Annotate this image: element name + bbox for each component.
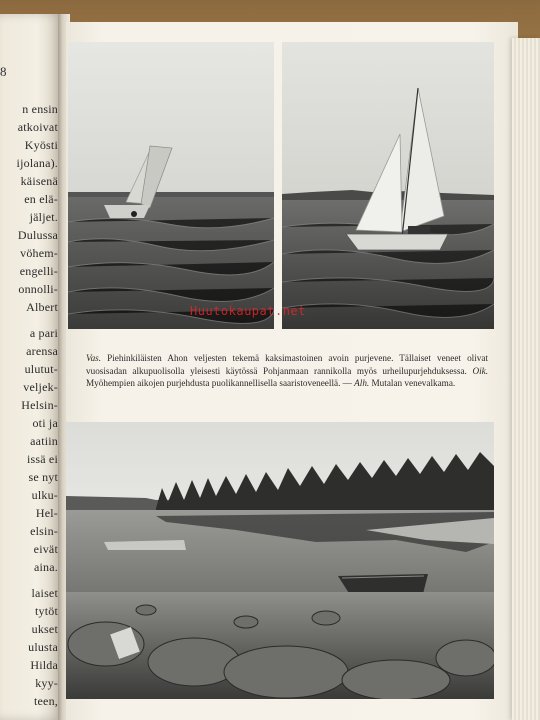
page-edges — [512, 38, 540, 720]
left-page-line: onnolli- — [18, 282, 58, 296]
watermark: Huutokaupat.net — [190, 304, 306, 318]
left-page-line: ijolana). — [16, 156, 58, 170]
caption-label-bottom: Alh. — [354, 378, 370, 389]
left-page-line: aina. — [34, 560, 58, 574]
left-page-line: veljek- — [23, 380, 58, 394]
left-page-line: ulku- — [31, 488, 58, 502]
left-page-line: tytöt — [34, 604, 58, 618]
half-deck-sailboat-photo — [282, 42, 494, 329]
left-page-line: en elä- — [24, 192, 58, 206]
left-page-line: Hel- — [35, 506, 58, 520]
left-page-line: n ensin — [22, 102, 58, 116]
left-page-line: engelli- — [19, 264, 58, 278]
left-page-line: elsin- — [30, 524, 58, 538]
caption-label-left: Vas. — [86, 353, 102, 363]
left-page-line: issä ei — [26, 452, 58, 466]
open-sailboat-photo — [68, 42, 274, 329]
caption-label-right: Oik. — [472, 365, 489, 376]
left-page-line: aatiin — [30, 434, 58, 448]
left-page-line: se nyt — [28, 470, 58, 484]
left-page-line: vöhem- — [20, 246, 58, 260]
left-page-line: Helsin- — [21, 398, 58, 412]
left-page-line: arensa — [26, 344, 58, 358]
photo-caption — [86, 352, 488, 390]
left-page-line: kyy- — [35, 676, 58, 690]
left-page-line: ukset — [31, 622, 58, 636]
left-page-line: Kyösti — [24, 138, 58, 152]
left-page-line: oti ja — [32, 416, 58, 430]
left-page-line: Albert — [26, 300, 58, 314]
left-page-line: eivät — [33, 542, 58, 556]
left-page-line: laiset — [31, 586, 58, 600]
left-page-line: Hilda — [30, 658, 58, 672]
left-page-line: ulusta — [28, 640, 58, 654]
left-page-line: ulutut- — [24, 362, 58, 376]
caption-text-left: Piehinkiläisten Ahon veljesten tekemä kaksimastoinen avoin purjevene. Tällaiset veneet olivat vuosisadan alkupuolisolla yleisesti käytössä Pohjanmaan rannikolla myös urheilupurjehduksessa. — [86, 353, 488, 376]
left-page-line: a pari — [29, 326, 58, 340]
left-page-line: atkoivat — [17, 120, 58, 134]
caption-text-right: Myöhempien aikojen purjehdusta puolikannellisella saaristoveneellä. — — [86, 378, 352, 389]
left-page-line: Dulussa — [17, 228, 58, 242]
page-number: 8 — [0, 64, 7, 79]
caption-text-bottom: Mutalan venevalkama. — [371, 378, 456, 389]
left-page — [0, 14, 62, 720]
boat-harbour-photo — [66, 422, 494, 699]
left-page-line: käisenä — [20, 174, 58, 188]
left-page-line: teen, — [34, 694, 58, 708]
left-page-line: jäljet. — [29, 210, 58, 224]
